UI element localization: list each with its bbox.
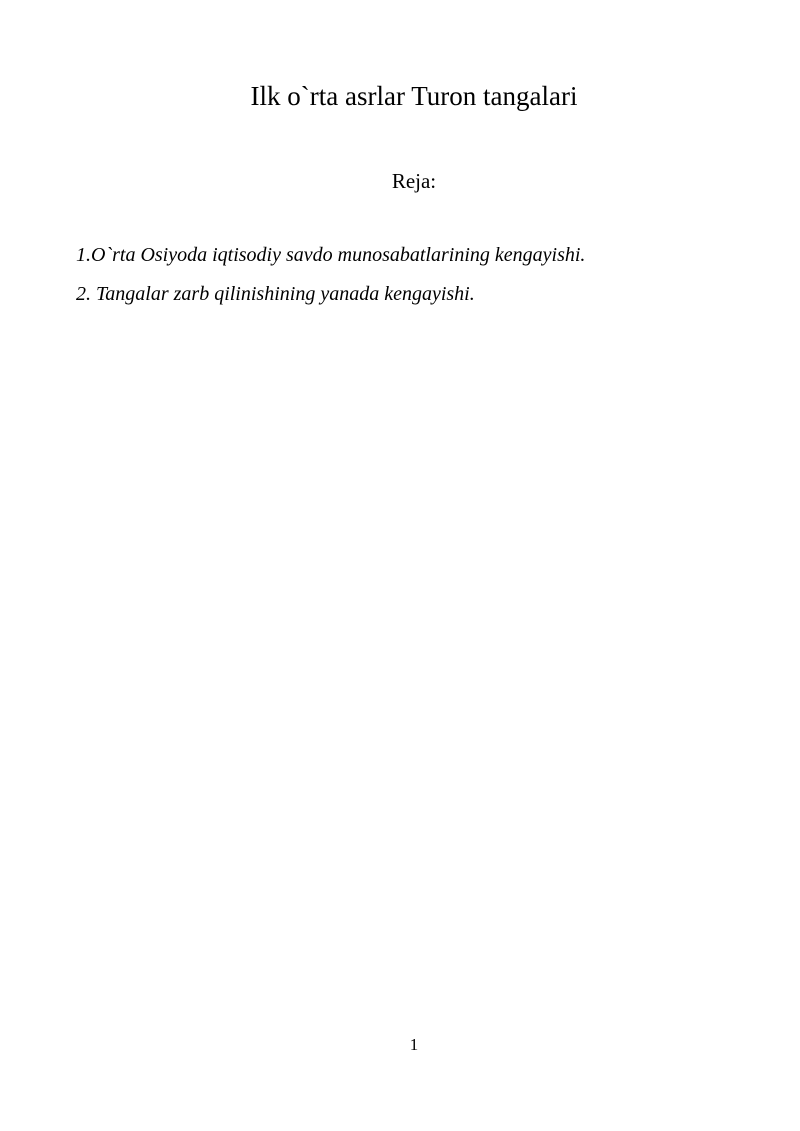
- page-number: 1: [409, 1035, 419, 1054]
- document-title: Ilk o`rta asrlar Turon tangalari: [250, 81, 578, 111]
- plan-item: 2. Tangalar zarb qilinishining yanada kengayishi.: [76, 283, 475, 305]
- plan-heading: Reja:: [391, 169, 437, 193]
- plan-list: [76, 242, 585, 320]
- plan-item: 1.O`rta Osiyoda iqtisodiy savdo munosabatlarining kengayishi.: [76, 244, 586, 266]
